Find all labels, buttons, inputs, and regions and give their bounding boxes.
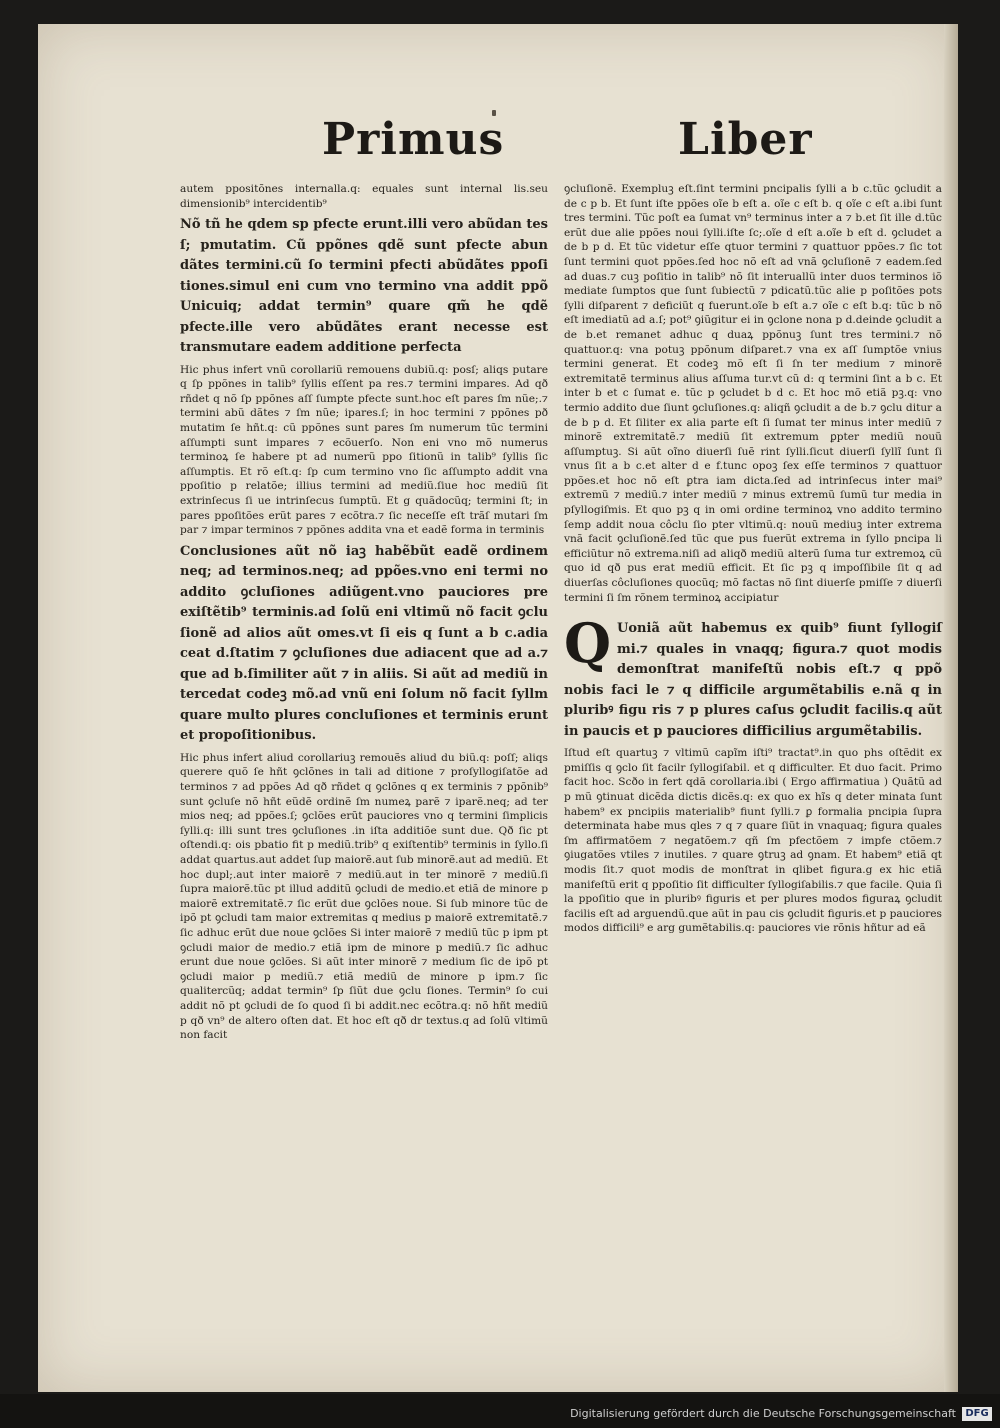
initial-capital: Q: [564, 611, 612, 676]
header-left-title: Primus: [322, 114, 505, 165]
left-para-5: Hic phus infert aliud corollariuꝫ remouẽs aliud du biũ.q: poſſ; aliqs querere quõ ſe hñt ꝯclõnes in tali ad ditione ⁊ proſyllogiſatõe ad terminos ⁊ ad ppões Ad qð rñdet q ꝯclõnes q ex terminis ⁊ ppõnib⁹ sunt ꝯcluſe nõ hñt eũdẽ ordinẽ ſm numeꝝ parẽ ⁊ iparẽ.neq; ad ter mios neq; ad ppões.ſ; ꝯclões erũt pauciores vno q termini ſimplicis ſylli.q: illi sunt tres ꝯcluſiones .in iſta additiõe sunt due. Qð ſic pt oſtendi.q: ois pbatio fit p mediũ.trib⁹ q exiſtentib⁹ terminis in ſyllo.ſi addat quartus.aut addet ſup maiorẽ.aut ſub minorẽ.aut ad mediũ. Et hoc dupl;.aut inter maiorẽ ⁊ mediũ.aut in ter minorẽ ⁊ mediũ.ſi ſupra maiorẽ.tũc pt illud additũ ꝯcludi de medio.et etiã de minore p maiorẽ extremitatẽ.⁊ ſic erũt due ꝯclões noue. Si ſub minore tũc de ipõ pt ꝯcludi tam maior extremitas q medius p maiorẽ extremitatẽ.⁊ ſic adhuc erũt due noue ꝯclões Si inter maiorẽ ⁊ mediũ tũc p ipm pt ꝯcludi maior de medio.⁊ etiã ipm de minore p mediũ.⁊ ſic adhuc erunt due noue ꝯclões. Si aũt inter minorẽ ⁊ medium ſic de ipõ pt ꝯcludi maior p mediũ.⁊ etiã mediũ de minore p ipm.⁊ ſic qualitercũq; addat termin⁹ ſp ſiũt due ꝯclu ſiones. Termin⁹ ſo cui addit nõ pt ꝯcludi de ſo quod ſi bi addit.nec ecõtra.q: nõ hñt mediũ p qð vn⁹ de altero oſten dat. Et hoc eſt qð dr textus.q ad ſolũ vltimũ non facit: [180, 751, 548, 1042]
right-para-2: [564, 611, 942, 742]
left-para-4: Conclusiones aũt nõ iaꝫ habẽbũt eadẽ ordinem neq; ad terminos.neq; ad ppões.vno eni termi no addito ꝯcluſiones adiũgent.vno pauciores pre exiſtẽtib⁹ terminis.ad ſolũ eni vltimũ nõ facit ꝯclu ſionẽ ad alios aũt omes.vt ſi eis q ſunt a b c.adia ceat d.ſtatim ⁊ ꝯcluſiones due adiacent que ad a.⁊ que ad b.ſimiliter aũt ⁊ in aliis. Si aũt ad mediũ in tercedat codeꝫ mõ.ad vnũ eni ſolum nõ facit ſyllm quare multo plures concluſiones et terminis erunt et propoſitionibus.: [180, 543, 548, 744]
right-para-3: Iſtud eſt quartuꝫ ⁊ vltimũ capĩm iſti⁹ tractat⁹.in quo phs oſtẽdit ex pmiſſis q ꝯclo ſit facilr ſyllogiſabil. et q difficulter. Et duo facit. Primo facit hoc. Scðo in fert qdã corollaria.ibi ( Ergo affirmatiua ) Quãtũ ad p mũ ꝯtinuat dicẽda dictis dicẽs.q: ex quo ex hĩs q deter minata ſunt habem⁹ ex pncipiis materialib⁹ fiunt ſylli.⁊ ꝑ formalia pncipia ſupra determinata habe mus qles ⁊ q ⁊ quare ſiũt in vnaquaq; figura quales ſm affirmatõem ⁊ negatõem.⁊ qñ ſm pfectõem ⁊ impfe ctõem.⁊ ꝯiugatões vtiles ⁊ inutiles. ⁊ quare ꝯtruꝫ ad ꝯnam. Et habem⁹ etiã qt modis ſit.⁊ quot modis de monſtrat in qlibet figura.g ex hic etiã manifeſtũ erit q ppoſitio ſit difficulter ſyllogiſabilis.⁊ que facile. Quia ſi la ppoſitio que in pluribꝰ figuris et per plures modos figuraꝝ ꝯcludit facilis eſt ad arguendũ.que aũt in pau cis ꝯcludit figuris.et p pauciores modos difficili⁹ e arg gumẽtabilis.q: pauciores vie rõnis hñtur ad eã: [564, 747, 942, 935]
left-column: [180, 182, 548, 1047]
left-para-1: autem ppositõnes internalla.q: equales sunt internal lis.seu dimensionib⁹ intercidentib⁹: [180, 183, 548, 210]
right-para-1: ꝯcluſionẽ. Exempluꝫ eſt.ſint termini pncipalis ſylli a b c.tũc ꝯcludit a de c p b. Et ſunt iſte ppões oĩe b eſt a. oĩe c eſt b. q oĩe c eſt a.ibi ſunt tres termini. Tũc poſt ea ſumat vn⁹ terminus inter a ⁊ b.et ſit ille d.tũc erũt due alie ppões noui ſylli.iſte ſc;.oĩe d eſt a.oĩe b eſt d. ꝯcludet a de b p d. Et tũc videtur eſſe qtuor termini ⁊ quattuor ppões.⁊ ſic tot ſunt termini quot ppões.ſed hoc nõ eſt ad vnã ꝯcluſionẽ ⁊ eadem.ſed ad duas.⁊ cuꝫ poſitio in talib⁹ nõ ſit interuallũ inter duos terminos iõ mediate ſumptos que ſunt ſubiectũ ⁊ pdicatũ.tũc alie p poſitões pots ſylli diſparent ⁊ deficiũt q fuerunt.oĩe b eſt a.⁊ oĩe c eſt b.q: tũc b nõ eſt imediatũ ad a.ſ; pot⁹ ꝯiũgitur ei in ꝯclone nona p d.deinde ꝯcludit a de b.et remanet adhuc q duaꝝ ppõnuꝫ ſunt tres termini.⁊ nõ quattuor.q: vna potuꝫ ppõnum diſparet.⁊ vna ex aſſ ſumptõe vnius termini generat. Et codeꝫ mõ eſt ſi ſn ter medium ⁊ minorẽ extremitatẽ terminus alius aſſuma tur.vt cũ d: q termini ſint a b c. Et inter b et c ſumat e. tũc p ꝯcludet b d c. Et hoc mõ etiã pꝫ.q: vno termio addito due ſiunt ꝯcluſiones.q: aliqñ ꝯcludit a de b.⁊ ꝯclu ditur a de b p d. Et ſiliter ex alia parte eſt ſi ſumat ter minus inter mediũ ⁊ minorẽ extremitatẽ.⁊ mediũ ſit extremum ꝑpter mediũ nouũ aſſumptuꝫ. Si aũt oĩno diuerſi ſuẽ rint ſylli.ſicut diuerſi ſyllĩ ſunt ſi vnus ſit a b c.et alter d e f.tunc opoꝫ ſex eſſe terminos ⁊ quattuor ppões.et hoc nõ eſt ꝑtra iam dicta.ſed ad intrinſecus inter mai⁹ extremũ ⁊ mediũ.⁊ inter mediũ ⁊ minus extremũ ſumũ tur media in pſyllogiſmis. Et quo pꝫ q in omi ordine terminoꝝ vno addito termino ſemp addit noua côclu ſio pter vltimũ.q: nouũ mediuꝫ inter extrema vnã facit ꝯcluſionẽ.ſed tũc que pus fuerũt extrema in ſyllo pncipa li efficiũtur nõ extrema.niſi ad aliqð mediũ alterũ ſuma tur extremoꝝ cũ quo id qð pus erat mediũ efficit. Et ſic pꝫ q impoſſibile ſit q ad diuerſas côcluſiones quocũq; mõ factas nõ ſint diuerſe pmiſſe ⁊ diuerſi termini ſi ſm rõnem terminoꝝ accipiatur: [564, 183, 942, 604]
dfg-logo: DFG: [962, 1407, 992, 1421]
right-column: [564, 182, 942, 940]
page-edge: [944, 24, 958, 1392]
book-page: [38, 24, 958, 1392]
left-para-3: Hic phus infert vnũ corollariũ remouens dubiũ.q: posſ; aliqs putare q ſp ppõnes in talib⁹ ſyllis eſſent pa res.⁊ termini impares. Ad qð rñdet q nõ ſp ppõnes aſſ ſumpte pfecte sunt.hoc eſt pares ſm nũe;.⁊ termini abũ dãtes ⁊ ſm nũe; ipares.ſ; in hoc termini ⁊ ppõnes pð mutatim ſe hñt.q: cũ ppõnes sunt pares ſm numerum tũc termini aſſumpti sunt impares ⁊ ecõuerſo. Non eni vno mõ numerus terminoꝝ ſe habere pt ad numerũ ppo ſitionũ in talib⁹ ſyllis ſic aſſumptis. Et rõ eſt.q: ſp cum termino vno ſic aſſumpto addit vna ppoſitio p relatõe; illius termini ad mediũ.ſiue hoc mediũ ſit extrinſecus ſi ue intrinſecus ſumptũ. Et g quãdocũq; termini ſt; in pares ppoſitões erũt pares ⁊ ecõtra.⁊ ſic neceſſe eſt trãſ mutari ſm par ⁊ impar terminos ⁊ ppõnes addita vna et eadẽ forma in terminis: [180, 363, 548, 537]
header-right-title: Liber: [678, 114, 813, 165]
left-para-2: Nõ tñ he qdem sp pfecte erunt.illi vero abũdan tes ſ; pmutatim. Cũ ppõnes qdẽ sunt pfecte abun dãtes termini.cũ ſo termini pfecti abũdãtes ppoſi tiones.simul eni cum vno termino vna addit ppõ Unicuiq; addat termin⁹ quare qm̃ he qdẽ pfecte.ille vero abũdãtes erant necesse est transmutare eadem additione perfecta: [180, 217, 548, 356]
footer-credit: Digitalisierung gefördert durch die Deutsche Forschungsgemeinschaft: [570, 1407, 956, 1420]
right-para-2-text: Uoniã aũt habemus ex quib⁹ fiunt ſyllogiſ mi.⁊ quales in vnaqq; figura.⁊ quot modis demonſtrat manifeſtũ nobis eſt.⁊ q ppõ nobis faci le ⁊ q difficile argumẽtabilis e.nã q in pluribꝰ figu ris ⁊ p plures caſus ꝯcludit facilis.q aũt in paucis et p pauciores difficilius argumẽtabilis.: [564, 621, 942, 739]
footer-bar: [0, 1394, 1000, 1428]
